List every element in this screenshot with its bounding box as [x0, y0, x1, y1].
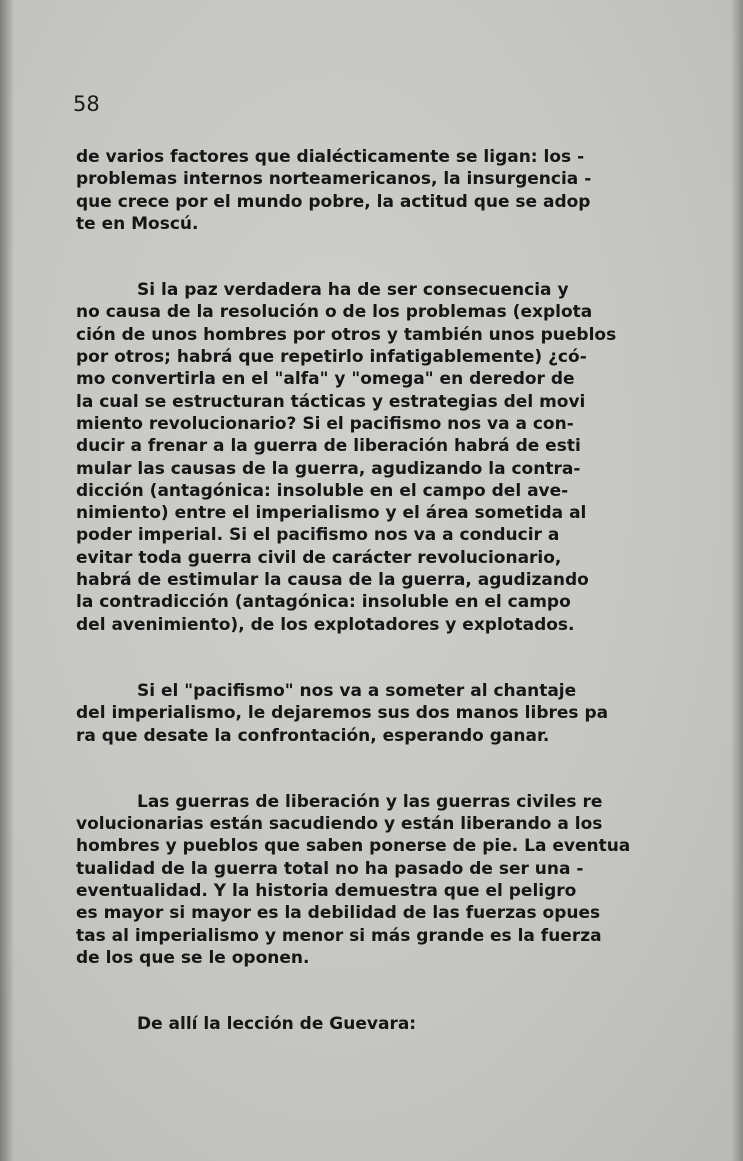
- paragraph-gap: [76, 969, 636, 1013]
- text-line: ción de unos hombres por otros y también unos pueblos: [76, 324, 617, 345]
- text-line: problemas internos norteamericanos, la insurgencia -: [76, 169, 592, 190]
- page-edge-shadow-right: [731, 0, 743, 1161]
- text-line: habrá de estimular la causa de la guerra, agudizando: [76, 570, 589, 591]
- text-line: por otros; habrá que repetirlo infatigablemente) ¿có-: [76, 347, 587, 368]
- text-line: del imperialismo, le dejaremos sus dos manos libres pa: [76, 703, 609, 724]
- paragraph-gap: [76, 636, 636, 680]
- text-line: la cual se estructuran tácticas y estrategias del movi: [76, 391, 586, 412]
- text-line: poder imperial. Si el pacifismo nos va a conducir a: [76, 525, 560, 546]
- paragraph-gap: [76, 235, 636, 279]
- paragraph-4: [76, 791, 636, 969]
- text-line: no causa de la resolución o de los problemas (explota: [76, 302, 593, 323]
- text-line: de varios factores que dialécticamente se ligan: los -: [76, 147, 585, 167]
- text-line: volucionarias están sacudiendo y están liberando a los: [76, 814, 603, 835]
- text-line: de los que se le oponen.: [76, 947, 310, 968]
- text-line: ducir a frenar a la guerra de liberación habrá de esti: [76, 436, 581, 457]
- text-line: Las guerras de liberación y las guerras civiles re: [137, 791, 603, 812]
- paragraph-5: [76, 1013, 636, 1035]
- text-line: que crece por el mundo pobre, la actitud que se adop: [76, 191, 591, 212]
- body-text: [76, 146, 636, 1036]
- text-line: tas al imperialismo y menor si más grande es la fuerza: [76, 925, 602, 946]
- paragraph-3: [76, 680, 636, 747]
- page-edge-shadow-left: [0, 0, 14, 1161]
- paragraph-2: [76, 279, 636, 636]
- text-line: De allí la lección de Guevara:: [137, 1014, 417, 1035]
- text-line: eventualidad. Y la historia demuestra que el peligro: [76, 881, 577, 902]
- page-number: 58: [73, 92, 100, 116]
- text-line: es mayor si mayor es la debilidad de las fuerzas opues: [76, 903, 601, 924]
- text-line: nimiento) entre el imperialismo y el área sometida al: [76, 503, 587, 524]
- text-line: mular las causas de la guerra, agudizando la contra-: [76, 458, 581, 479]
- text-line: dicción (antagónica: insoluble en el campo del ave-: [76, 480, 569, 501]
- text-line: mo convertirla en el "alfa" y "omega" en deredor de: [76, 369, 575, 390]
- text-line: hombres y pueblos que saben ponerse de pie. La eventua: [76, 836, 631, 857]
- text-line: Si el "pacifismo" nos va a someter al chantaje: [137, 680, 577, 701]
- text-line: ra que desate la confrontación, esperando ganar.: [76, 725, 550, 746]
- text-line: miento revolucionario? Si el pacifismo nos va a con-: [76, 413, 574, 434]
- text-line: Si la paz verdadera ha de ser consecuencia y: [137, 280, 569, 301]
- paragraph-1: [76, 146, 636, 235]
- text-line: evitar toda guerra civil de carácter revolucionario,: [76, 547, 562, 568]
- text-line: la contradicción (antagónica: insoluble en el campo: [76, 592, 571, 613]
- paragraph-gap: [76, 747, 636, 791]
- text-line: del avenimiento), de los explotadores y explotados.: [76, 614, 575, 635]
- text-line: tualidad de la guerra total no ha pasado de ser una -: [76, 858, 584, 879]
- text-line: te en Moscú.: [76, 213, 199, 234]
